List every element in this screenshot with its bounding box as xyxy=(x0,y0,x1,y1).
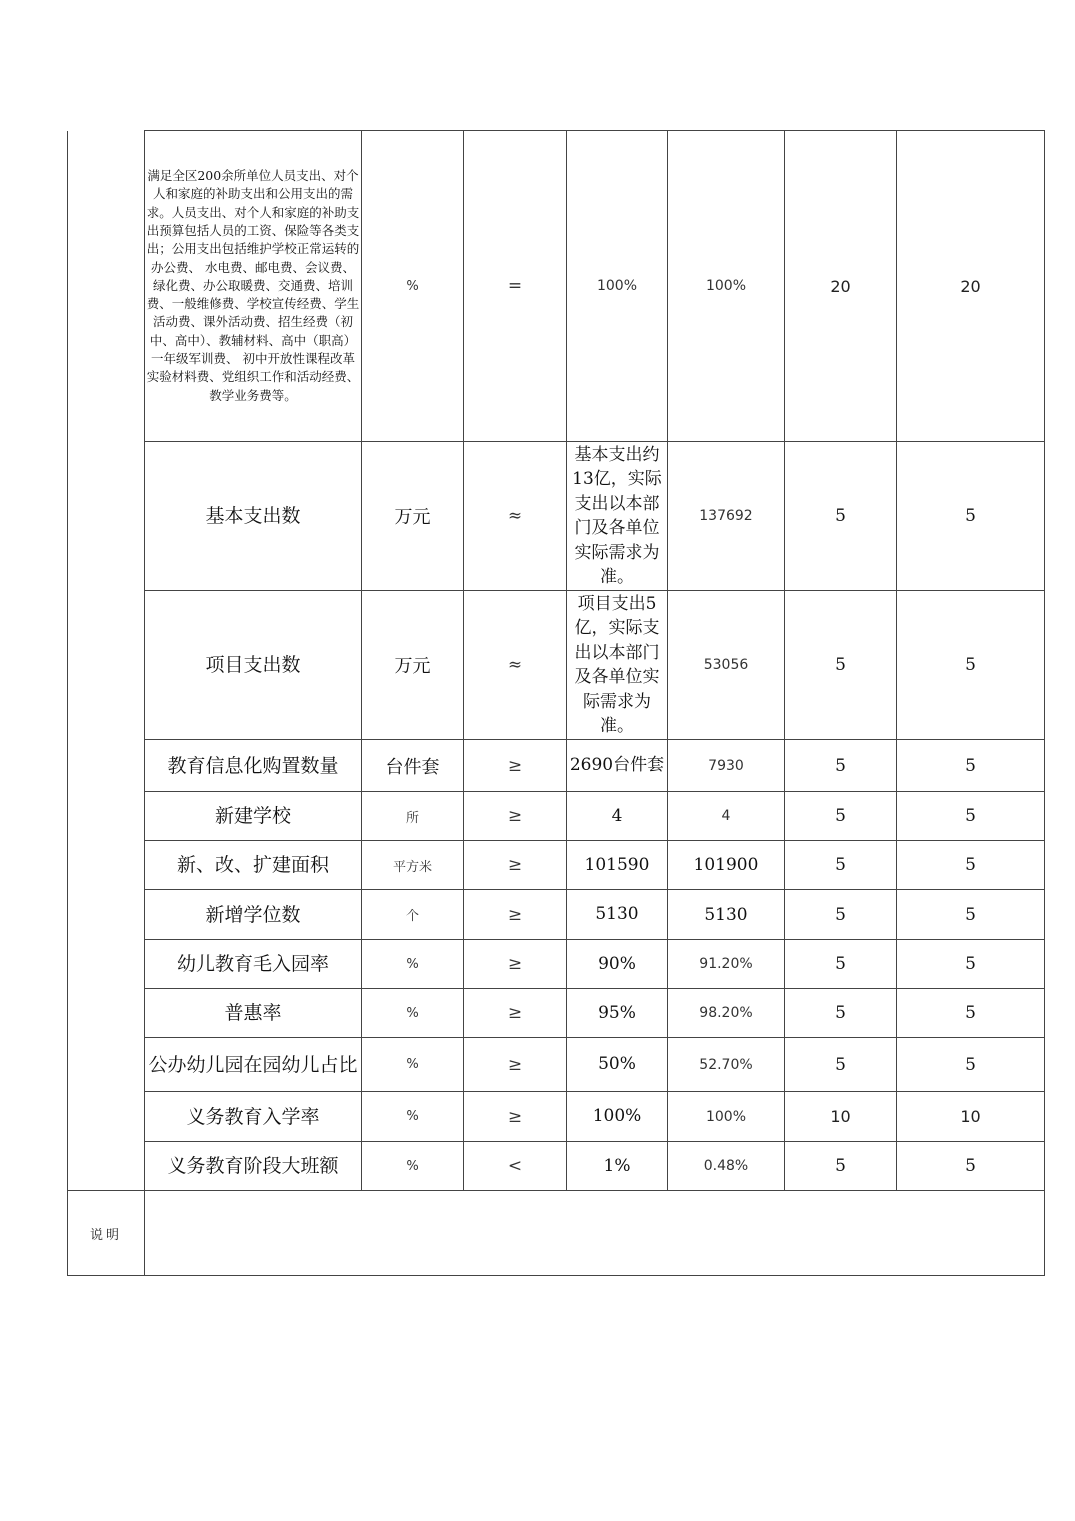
actual-cell: 0.48% xyxy=(668,1142,785,1191)
table-row xyxy=(68,591,1045,740)
actual-cell: 100% xyxy=(668,1092,785,1142)
target-cell: 90% xyxy=(567,940,668,989)
actual-cell: 91.20% xyxy=(668,940,785,989)
unit-cell: 所 xyxy=(362,792,464,841)
target-cell: 4 xyxy=(567,792,668,841)
unit-cell: % xyxy=(362,1092,464,1142)
operator-cell: ≈ xyxy=(464,442,567,591)
indicator-cell: 教育信息化购置数量 xyxy=(145,740,362,792)
row-group-cell xyxy=(68,131,145,1191)
score-cell: 5 xyxy=(897,841,1045,890)
unit-cell: % xyxy=(362,940,464,989)
indicator-cell: 基本支出数 xyxy=(145,442,362,591)
target-cell: 基本支出约13亿，实际支出以本部门及各单位实际需求为准。 xyxy=(567,442,668,591)
table-row xyxy=(68,442,1045,591)
indicator-cell: 义务教育阶段大班额 xyxy=(145,1142,362,1191)
operator-cell: ≥ xyxy=(464,1092,567,1142)
weight-cell: 20 xyxy=(785,131,897,442)
weight-cell: 5 xyxy=(785,989,897,1038)
operator-cell: = xyxy=(464,131,567,442)
table-row xyxy=(68,792,1045,841)
operator-cell: ≥ xyxy=(464,940,567,989)
unit-cell: 万元 xyxy=(362,591,464,740)
actual-cell: 98.20% xyxy=(668,989,785,1038)
operator-cell: ≥ xyxy=(464,792,567,841)
indicator-cell: 义务教育入学率 xyxy=(145,1092,362,1142)
indicator-cell: 项目支出数 xyxy=(145,591,362,740)
operator-cell: ≥ xyxy=(464,1038,567,1092)
actual-cell: 52.70% xyxy=(668,1038,785,1092)
target-cell: 100% xyxy=(567,131,668,442)
weight-cell: 10 xyxy=(785,1092,897,1142)
table-row xyxy=(68,131,1045,442)
note-value xyxy=(145,1191,1045,1276)
actual-cell: 137692 xyxy=(668,442,785,591)
weight-cell: 5 xyxy=(785,841,897,890)
operator-cell: ≥ xyxy=(464,841,567,890)
target-cell: 2690台件套 xyxy=(567,740,668,792)
operator-cell: ≈ xyxy=(464,591,567,740)
table-row xyxy=(68,940,1045,989)
table-row xyxy=(68,740,1045,792)
actual-cell: 5130 xyxy=(668,890,785,940)
weight-cell: 5 xyxy=(785,442,897,591)
table-row xyxy=(68,1038,1045,1092)
indicator-cell: 公办幼儿园在园幼儿占比 xyxy=(145,1038,362,1092)
table-row xyxy=(68,1142,1045,1191)
actual-cell: 101900 xyxy=(668,841,785,890)
operator-cell: ≥ xyxy=(464,989,567,1038)
weight-cell: 5 xyxy=(785,792,897,841)
score-cell: 10 xyxy=(897,1092,1045,1142)
unit-cell: % xyxy=(362,1142,464,1191)
weight-cell: 5 xyxy=(785,1142,897,1191)
actual-cell: 53056 xyxy=(668,591,785,740)
performance-table xyxy=(67,130,1045,1276)
indicator-cell: 普惠率 xyxy=(145,989,362,1038)
unit-cell: % xyxy=(362,131,464,442)
weight-cell: 5 xyxy=(785,940,897,989)
note-label: 说明 xyxy=(68,1191,145,1276)
operator-cell: < xyxy=(464,1142,567,1191)
weight-cell: 5 xyxy=(785,1038,897,1092)
score-cell: 5 xyxy=(897,442,1045,591)
unit-cell: % xyxy=(362,1038,464,1092)
table-row xyxy=(68,841,1045,890)
weight-cell: 5 xyxy=(785,591,897,740)
table-row xyxy=(68,1092,1045,1142)
table-row xyxy=(68,890,1045,940)
target-cell: 95% xyxy=(567,989,668,1038)
score-cell: 5 xyxy=(897,740,1045,792)
target-cell: 1% xyxy=(567,1142,668,1191)
actual-cell: 100% xyxy=(668,131,785,442)
note-row xyxy=(68,1191,1045,1276)
target-cell: 50% xyxy=(567,1038,668,1092)
target-cell: 100% xyxy=(567,1092,668,1142)
unit-cell: 平方米 xyxy=(362,841,464,890)
indicator-cell: 幼儿教育毛入园率 xyxy=(145,940,362,989)
target-cell: 项目支出5亿，实际支出以本部门及各单位实际需求为准。 xyxy=(567,591,668,740)
indicator-cell: 新建学校 xyxy=(145,792,362,841)
score-cell: 5 xyxy=(897,792,1045,841)
score-cell: 5 xyxy=(897,1038,1045,1092)
operator-cell: ≥ xyxy=(464,740,567,792)
score-cell: 5 xyxy=(897,890,1045,940)
target-cell: 101590 xyxy=(567,841,668,890)
unit-cell: 个 xyxy=(362,890,464,940)
weight-cell: 5 xyxy=(785,740,897,792)
weight-cell: 5 xyxy=(785,890,897,940)
score-cell: 20 xyxy=(897,131,1045,442)
score-cell: 5 xyxy=(897,1142,1045,1191)
target-cell: 5130 xyxy=(567,890,668,940)
indicator-cell: 新、改、扩建面积 xyxy=(145,841,362,890)
indicator-cell: 新增学位数 xyxy=(145,890,362,940)
indicator-cell: 满足全区200余所单位人员支出、对个人和家庭的补助支出和公用支出的需求。人员支出、对个人和家庭的补助支出预算包括人员的工资、保险等各类支出；公用支出包括维护学校正常运转的办公费、 水电费、邮电费、会议费、绿化费、办公取暖费、交通费、培训费、一般维修费、学校宣传经费、学生活动费、课外活动费、招生经费（初中、高中）、教辅材料、高中（职高）一年级军训费、 初中开放性课程改革实验材料费、党组织工作和活动经费、教学业务费等。 xyxy=(145,131,362,442)
score-cell: 5 xyxy=(897,940,1045,989)
operator-cell: ≥ xyxy=(464,890,567,940)
unit-cell: % xyxy=(362,989,464,1038)
table-row xyxy=(68,989,1045,1038)
unit-cell: 台件套 xyxy=(362,740,464,792)
actual-cell: 7930 xyxy=(668,740,785,792)
score-cell: 5 xyxy=(897,989,1045,1038)
score-cell: 5 xyxy=(897,591,1045,740)
actual-cell: 4 xyxy=(668,792,785,841)
unit-cell: 万元 xyxy=(362,442,464,591)
